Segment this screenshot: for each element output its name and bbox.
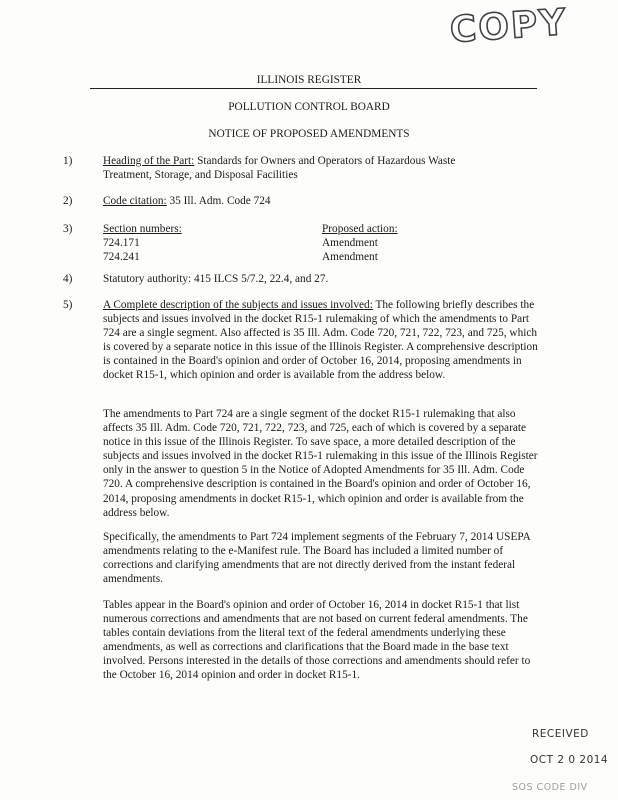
item-1-text-2: Treatment, Storage, and Disposal Facilities (103, 169, 298, 182)
item-5-paragraph-1 (103, 298, 543, 383)
item-2-label: Code citation: (103, 195, 167, 207)
item-1-text-1: Standards for Owners and Operators of Hazardous Waste (197, 155, 456, 167)
board-title: POLLUTION CONTROL BOARD (228, 101, 390, 113)
item-1-body (103, 154, 543, 182)
item-4-text: Statutory authority: 415 ILCS 5/7.2, 22.4, and 27. (103, 273, 329, 285)
section-number: 724.241 (103, 251, 140, 264)
item-3-actions (322, 222, 398, 264)
received-stamp-office: SOS CODE DIV (512, 782, 588, 793)
header-rule (90, 88, 537, 89)
item-2-number: 2) (63, 195, 73, 207)
proposed-action-label: Proposed action: (322, 223, 398, 235)
received-stamp-date: OCT 2 0 2014 (530, 754, 609, 766)
item-5-label: A Complete description of the subjects and issues involved: (103, 299, 373, 311)
item-1-number: 1) (63, 155, 73, 167)
item-5-paragraph-4 (103, 598, 543, 683)
received-stamp-title: RECEIVED (532, 728, 589, 740)
section-numbers-label: Section numbers: (103, 223, 182, 235)
item-5-p4-text: Tables appear in the Board's opinion and order of October 16, 2014 in docket R15-1 that list numerous corrections and amendments that are not based on current federal amendments. The tables contain deviations from the literal text of the federal amendments underlying these amendments, as well as corrections and clarifications that the Board made in the base text involved. Persons interested in the details of those corrections and amendments should refer to the October 16, 2014 opinion and order in docket R15-1. (103, 599, 531, 682)
item-5-number: 5) (63, 299, 73, 311)
item-2-body (103, 194, 543, 208)
register-title: ILLINOIS REGISTER (256, 74, 362, 86)
item-4-number: 4) (63, 273, 73, 285)
item-3-sections (103, 222, 182, 264)
item-5-paragraph-3 (103, 530, 543, 586)
proposed-action: Amendment (322, 237, 378, 250)
section-number: 724.171 (103, 237, 140, 250)
item-5-p3-text: Specifically, the amendments to Part 724 implement segments of the February 7, 2014 USEPA amendments relating to the e-Manifest rule. The Board has included a limited number of corrections and clarifying amendments that are not directly derived from the instant federal amendments. (103, 531, 531, 586)
copy-stamp: COPY (448, 1, 569, 52)
item-5-p2-text: The amendments to Part 724 are a single segment of the docket R15-1 rulemaking that also affects 35 Ill. Adm. Code 720, 721, 722, 723, and 725, each of which is covered by a separate notice in this issue of the Illinois Register. To save space, a more detailed description of the subjects and issues involved in the docket R15-1 rulemaking in this issue of the Illinois Register only in the answer to question 5 in the Notice of Adopted Amendments for 35 Ill. Adm. Code 720. A comprehensive description is contained in the Board's opinion and order of October 16, 2014, proposing amendments in docket R15-1, which opinion and order is available from the address below. (103, 408, 538, 519)
item-2-text: 35 Ill. Adm. Code 724 (169, 195, 271, 207)
proposed-action: Amendment (322, 251, 378, 264)
item-1-label: Heading of the Part: (103, 155, 195, 167)
item-5-p1-text: The following briefly describes the subjects and issues involved in the docket R15-1 rulemaking of which the amendments to Part 724 are a single segment. Also affected is 35 Ill. Adm. Code 720, 721, 722, 723, and 725, which is covered by a separate notice in this issue of the Illinois Register. A comprehensive description is contained in the Board's opinion and order of October 16, 2014, proposing amendments in docket R15-1, which opinion and order is available from the address below. (103, 299, 538, 382)
notice-title: NOTICE OF PROPOSED AMENDMENTS (208, 128, 410, 140)
item-3-number: 3) (63, 223, 73, 235)
item-5-paragraph-2 (103, 407, 543, 520)
